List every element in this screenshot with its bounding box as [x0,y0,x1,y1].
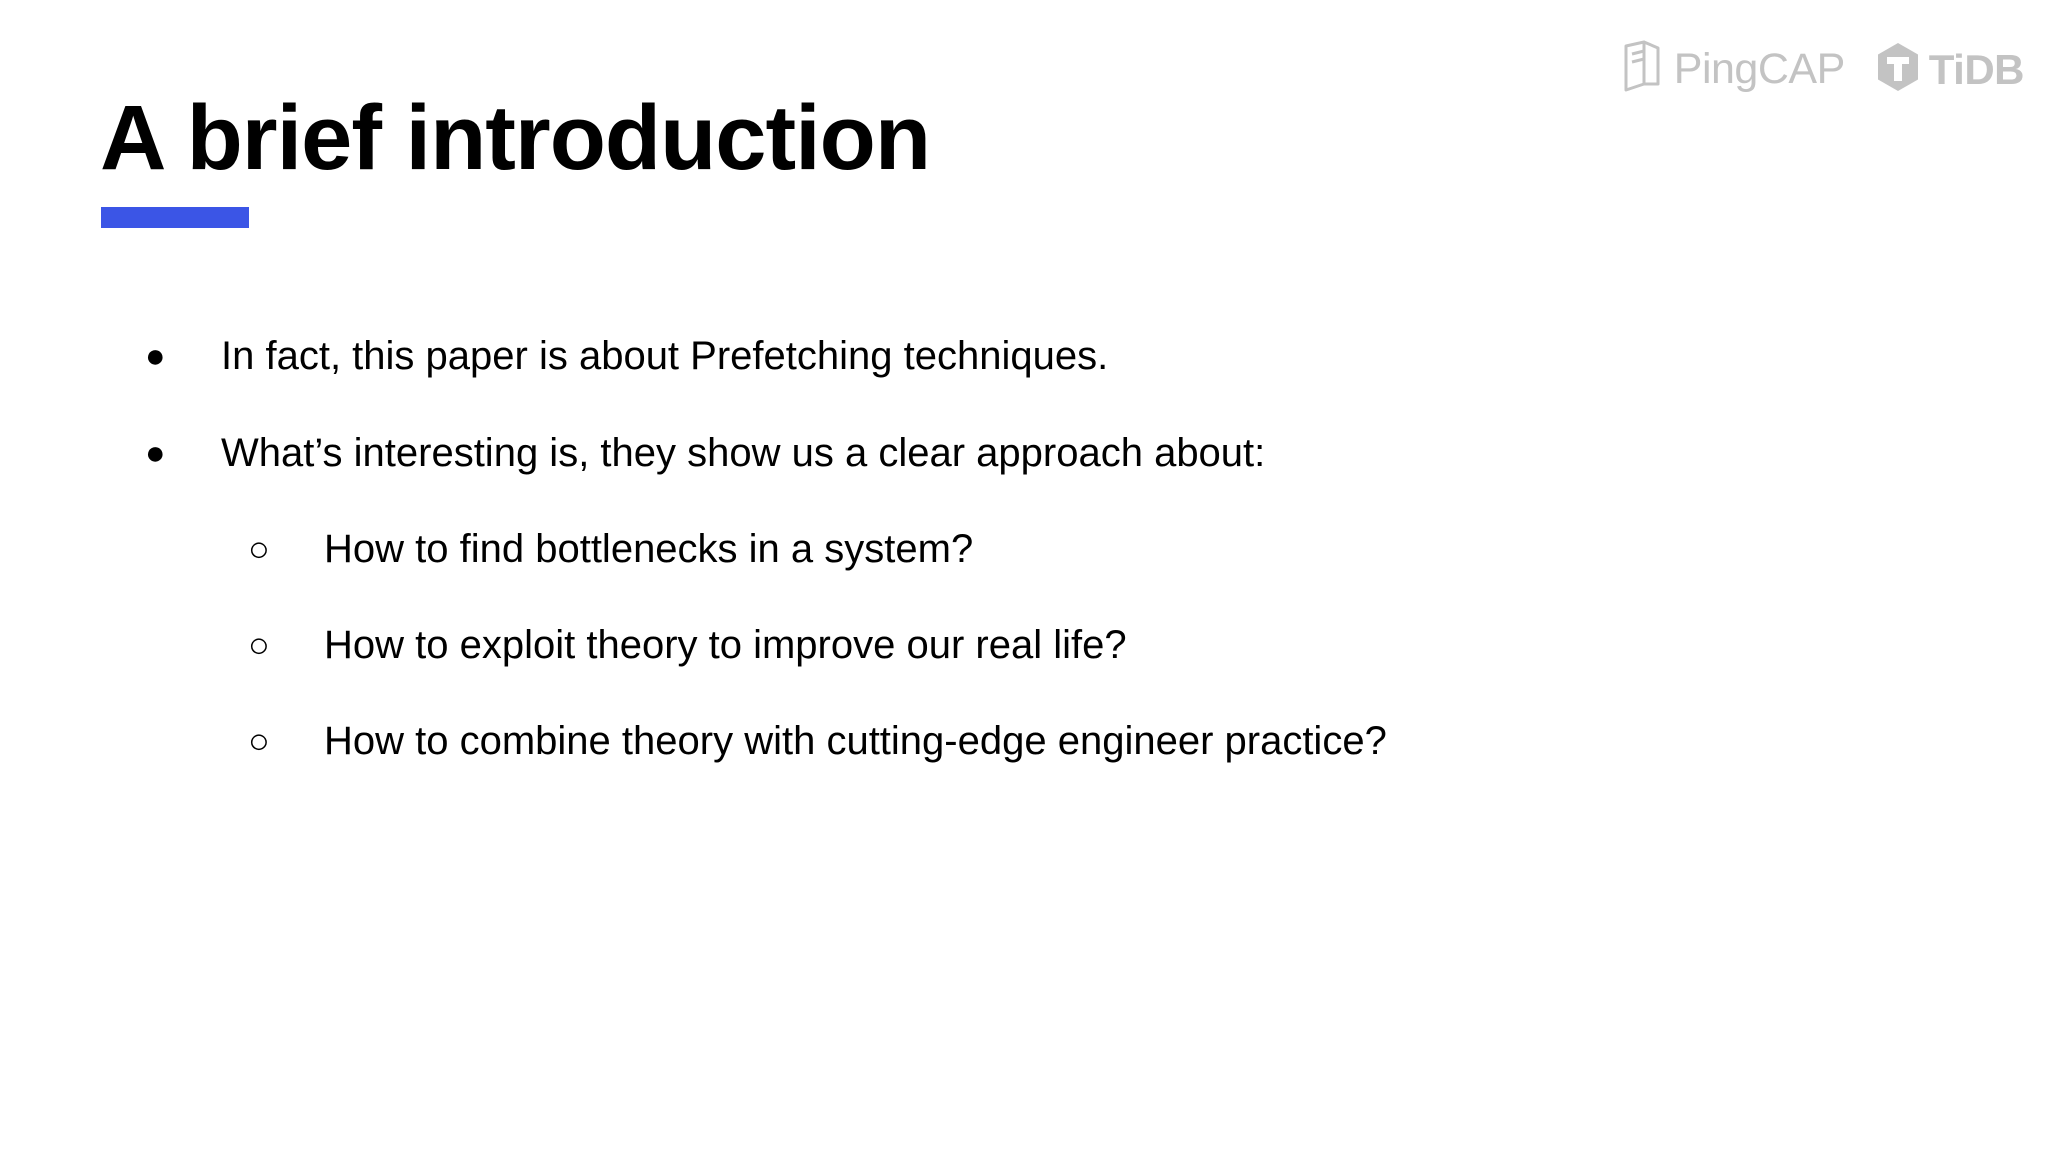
tidb-logo-text: TiDB [1928,45,2024,93]
pingcap-logo-icon [1622,40,1666,99]
pingcap-logo [1622,40,1845,99]
bullet-text: In fact, this paper is about Prefetching techniques. [221,334,1109,378]
sub-bullet-marker: ○ [248,624,270,665]
sub-bullet-item [248,721,1387,761]
title-accent-bar [101,207,249,228]
sub-bullet-text: How to exploit theory to improve our real life? [324,623,1127,667]
sub-bullet-marker: ○ [248,720,270,761]
bullet-marker: ● [145,434,166,472]
tidb-logo-icon [1875,41,1921,98]
slide-title: A brief introduction [100,87,931,189]
sub-bullet-item [248,625,1127,665]
bullet-item [145,336,1108,376]
sub-bullet-text: How to combine theory with cutting-edge engineer practice? [324,719,1387,763]
sub-bullet-marker: ○ [248,528,270,569]
sub-bullet-text: How to find bottlenecks in a system? [324,527,974,571]
pingcap-logo-text: PingCAP [1673,45,1845,93]
bullet-marker: ● [145,337,166,375]
bullet-item [145,433,1265,473]
tidb-logo [1875,41,2024,98]
header-logos [1622,40,2024,99]
bullet-text: What’s interesting is, they show us a clear approach about: [221,431,1266,475]
sub-bullet-item [248,529,973,569]
